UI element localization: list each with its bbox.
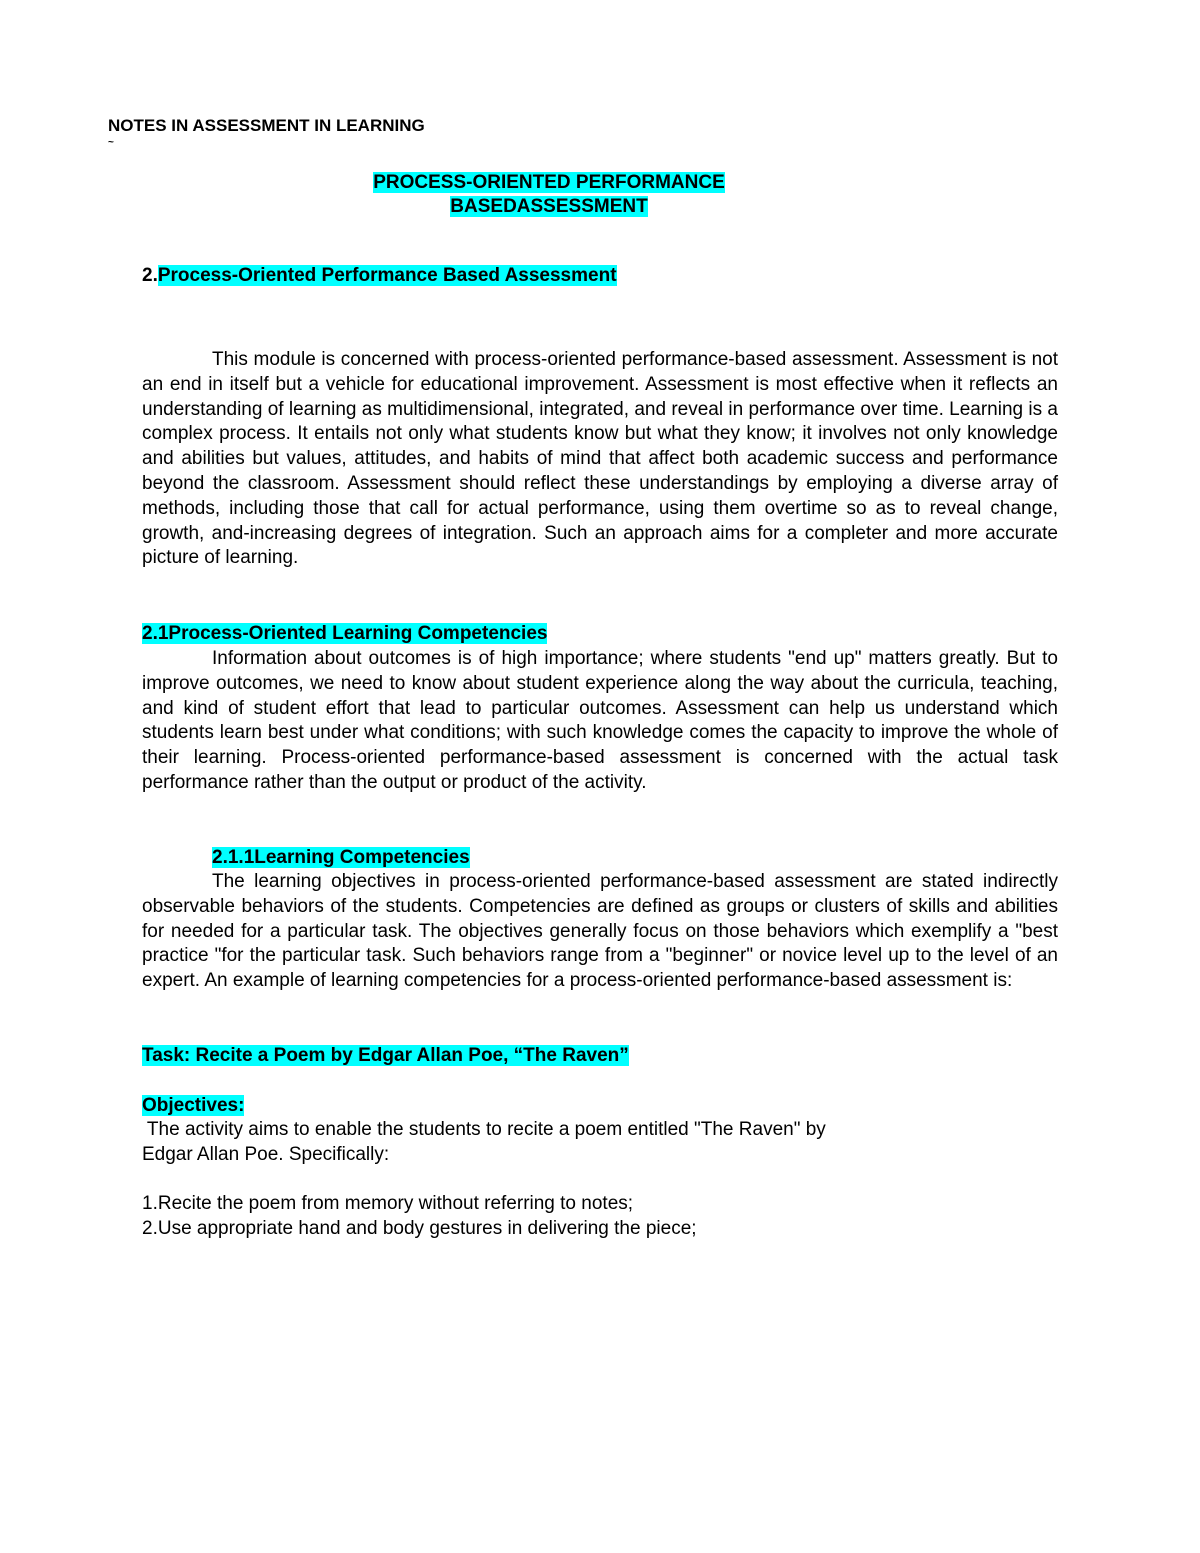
objective-item-1: 1.Recite the poem from memory without referring to notes; [142, 1193, 634, 1214]
task-heading-text: Task: Recite a Poem by Edgar Allan Poe, “The Raven” [142, 1045, 629, 1066]
objectives-intro-line-1: The activity aims to enable the students to recite a poem entitled "The Raven" by [142, 1119, 826, 1140]
objectives-heading [142, 1094, 244, 1118]
task-heading [142, 1044, 629, 1068]
header-mark: ~ [108, 137, 114, 148]
section-2-paragraph [142, 348, 1058, 571]
main-title-line-2-text: BASEDASSESSMENT [450, 196, 648, 217]
section-2-1-heading [142, 622, 547, 646]
document-header-title: NOTES IN ASSESSMENT IN LEARNING [108, 116, 425, 135]
section-2-1-paragraph-text: Information about outcomes is of high importance; where students "end up" matters greatly. But to improve outcomes, we need to know about student experience along the way about the curricula, teaching, and kind of student effort that lead to particular outcomes. Assessment can help us understand which students learn best under what conditions; with such knowledge comes the capacity to improve the whole of their learning. Process-oriented performance-based assessment is concerned with the actual task performance rather than the output or product of the activity. [142, 648, 1058, 793]
section-2-heading-text: Process-Oriented Performance Based Assessment [157, 265, 617, 286]
objectives-intro-line-2: Edgar Allan Poe. Specifically: [142, 1144, 390, 1165]
section-2-paragraph-text: This module is concerned with process-oriented performance-based assessment. Assessment is not an end in itself but a vehicle for educational improvement. Assessment is most effective when it reflects an understanding of learning as multidimensional, integrated, and reveal in performance over time. Learning is a complex process. It entails not only what students know but what they know; it involves not only knowledge and abilities but values, attitudes, and habits of mind that affect both academic success and performance beyond the classroom. Assessment should reflect these understandings by employing a diverse array of methods, including those that call for actual performance, using them overtime so as to reveal change, growth, and-increasing degrees of integration. Such an approach aims for a completer and more accurate picture of learning. [142, 349, 1058, 569]
main-title-line-1 [0, 171, 1098, 195]
section-2-1-paragraph [142, 647, 1058, 796]
objective-item-2: 2.Use appropriate hand and body gestures in delivering the piece; [142, 1218, 697, 1239]
section-2-1-1-heading [212, 846, 470, 870]
section-2-1-heading-text: 2.1Process-Oriented Learning Competencies [142, 623, 548, 644]
section-2-1-1-heading-text: 2.1.1Learning Competencies [212, 847, 470, 868]
section-2-number: 2. [142, 265, 158, 286]
objectives-heading-text: Objectives: [142, 1095, 245, 1116]
section-2-heading [142, 264, 617, 288]
section-2-1-1-paragraph-text: The learning objectives in process-oriented performance-based assessment are stated indirectly observable behaviors of the students. Competencies are defined as groups or clusters of skills and abilities for needed for a particular task. The objectives generally focus on those behaviors which exemplify a "best practice "for the particular task. Such behaviors range from a "beginner" or novice level up to the level of an expert. An example of learning competencies for a process-oriented performance-based assessment is: [142, 871, 1058, 992]
main-title-line-1-text: PROCESS-ORIENTED PERFORMANCE [373, 172, 725, 193]
main-title-line-2 [0, 195, 1098, 219]
section-2-1-1-paragraph [142, 870, 1058, 994]
